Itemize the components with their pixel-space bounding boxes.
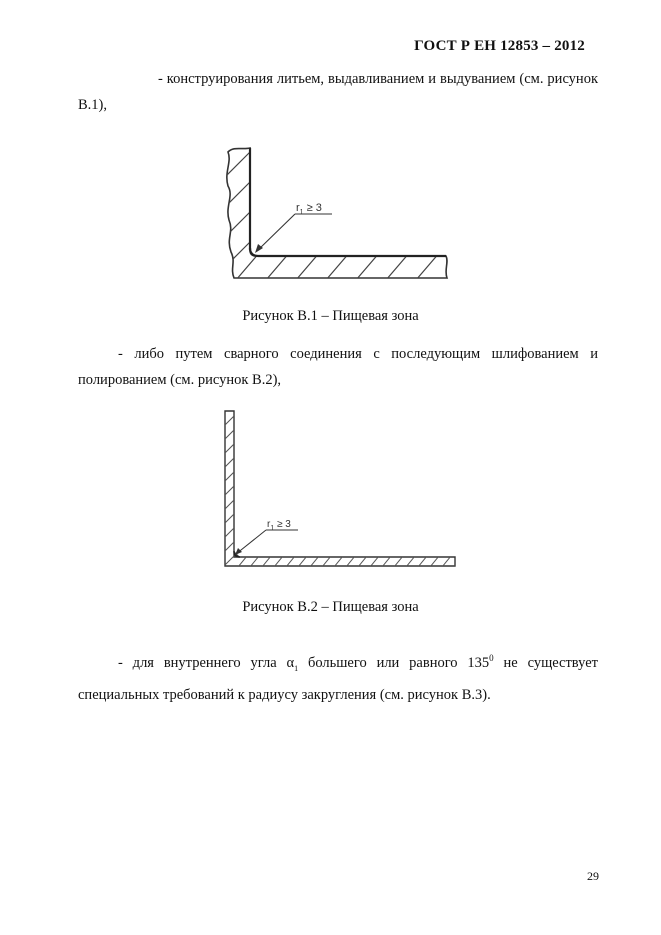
hatching [225, 416, 460, 567]
leader-arrow [255, 244, 263, 253]
figure-b1-drawing [220, 142, 452, 282]
paragraph-welding [78, 341, 598, 393]
casting-profile [227, 148, 447, 278]
welded-profile [225, 411, 455, 566]
paragraph-molding [78, 66, 598, 118]
figure-b1-caption: Рисунок В.1 – Пищевая зона [242, 308, 419, 324]
document-header: ГОСТ Р ЕН 12853 – 2012 [414, 38, 585, 54]
leader-line [236, 530, 266, 554]
leader-line [257, 214, 295, 251]
paragraph-text: - для внутреннего угла α [118, 655, 295, 671]
radius-corner [250, 248, 446, 256]
leader-arrow [235, 548, 242, 555]
hatching [220, 152, 452, 282]
page-number: 29 [587, 869, 599, 883]
paragraph-text: - либо путем сварного соединения с последующим шлифованием и полированием (см. рисунок В.2), [78, 346, 598, 388]
degree-superscript: 0 [489, 653, 494, 663]
radius-label: $r_1 \ge 3$ [296, 202, 322, 216]
radius-label: $r_1 \ge 3$ [267, 519, 291, 532]
paragraph-angle: - для внутреннего угла $\alpha_1$ большего или равного $135^0$ не существует специальных требований к радиусу закругления (см. рисунок В.3). [78, 653, 598, 703]
paragraph-text: - конструирования литьем, выдавливанием и выдуванием (см. рисунок В.1), [78, 71, 598, 113]
figure-b2-drawing [210, 405, 460, 575]
alpha-subscript: 1 [294, 663, 299, 673]
figure-b2-caption: Рисунок В.2 – Пищевая зона [242, 599, 419, 615]
